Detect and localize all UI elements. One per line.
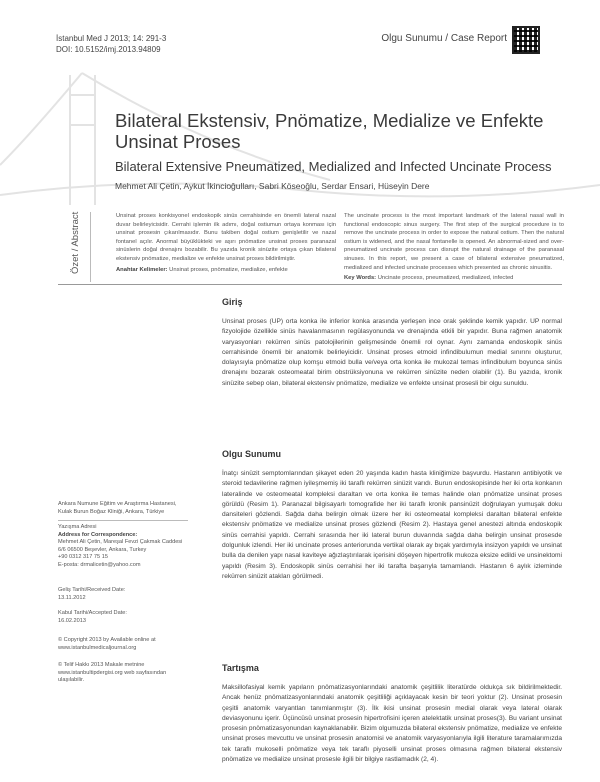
journal-citation: İstanbul Med J 2013; 14: 291-3 <box>56 34 167 43</box>
received-date: Geliş Tarihi/Received Date: 13.11.2012 <box>58 587 126 601</box>
copyright-tr: © Telif Hakkı 2013 Makale metnine www.istanbultipdergisi.org web sayfasından ulaşılabilir. <box>58 662 188 685</box>
correspondence: Yazışma Adresi Address for Correspondence: Mehmet Ali Çetin, Mareşal Fevzi Çakmak Caddesi 6/6 06500 Beşevler, Ankara, Turkey +90 0312 317 75 15 E-posta: drmalicetin@yahoo.com <box>58 524 188 570</box>
authors: Mehmet Ali Çetin, Aykut İkincioğulları, Sabri Köseoğlu, Serdar Ensari, Hüseyin Dere <box>115 181 430 191</box>
accepted-date: Kabul Tarihi/Accepted Date: 16.02.2013 <box>58 610 127 624</box>
article-title-tr: Bilateral Ekstensiv, Pnömatize, Medialize ve Enfekte Unsinat Proses <box>115 110 544 152</box>
sidebar-divider <box>58 520 188 521</box>
abstract-divider <box>90 212 91 282</box>
section-title-tartisma: Tartışma <box>222 663 259 673</box>
paragraph-olgu: İnatçı sinüzit semptomlarından şikayet eden 20 yaşında kadın hasta kliniğimize başvurdu. Hastanın antibiyotik ve steroid tedavilerine rağmen iyileşmemiş iki taraflı rekürren sinüzit varıdı. Burun endoskopisinde her iki orta konkanın lateralinde ve osteomeatal kompleksi daraltan ve orta konka ile temas halinde olan pnömatize unsinat proses görüldü (Resim 1). Paranazal bilgisayarlı tomografide her iki taraflı kronik pansinüzit doğrulayan yumuşak doku dansiteleri gözlendi. Sağda daha belirgin olmak üzere her iki osteomeatal kompleksi daraltan bilateral enfekte ekstensiv pnömatize ve medialize unsinat proses gözlendi (Resim 2). Hastaya genel anestezi altında endoskopik sinüs cerrahisi yapıldı. Cerrahi sırasında her iki lateral burun duvarında sağda daha belirgin unsinat prosesde dolgunluk izlendi. Her iki uncinate proses anteriorunda vertikal olarak ay bıçak yardımıyla insizyon yapıldı ve unsinat bulla da denilen yapı nasal kaviteye ağızlaştırılarak içerisini döşeyen hipertrofik mukoza eksize edildi ve unsinektomi yapıldı (Resim 3). Endoskopik sinüs cerrahisi her iki tarafta başarıyla tamamlandı. Hastanın 6 aylık izleminde rekürren sinüzit atakları görülmedi. <box>222 470 562 580</box>
section-divider <box>58 284 562 285</box>
article-category: Olgu Sunumu / Case Report <box>381 33 507 44</box>
journal-link-tr[interactable]: www.istanbultipdergisi.org web sayfasından <box>58 669 167 676</box>
doi: DOI: 10.5152/imj.2013.94809 <box>56 45 161 54</box>
copyright-en: © Copyright 2013 by Available online at www.istanbulmedicaljournal.org <box>58 637 188 652</box>
paragraph-giris: Unsinat proses (UP) orta konka ile inferior konka arasında yerleşen ince orak şeklinde kemik yapıdır. UP normal fizyolojide özellikle sinüs havalanmasının regülasyonunda ve drenajında etkili bir yapıdır. Buna rağmen anatomik varyasyonları rekürren sinüs patolojilerinin gelişmesinde önemli rol oynar. Aynı zamanda endoskopik sinüs cerrahisinde önemli bir anatomik belirleyicidir. Unsinat proses etmoid infindibulumun medial sınırını oluşturur, dolayısıyla pnömatize olup komşu etmoid bulla ve/veya orta konka ile mukozal temas infindibulum boyunca sinüs drenajını bozarak osteomeatal birim obstrüksiyonuna ve rekürren sinüzite neden olabilir (1). Bu yazıda, kronik sinüzite sebep olan, bilateral ekstensiv pnömatize, medialize ve enfekte unsinat prosesli bir olgu sunuldu. <box>222 318 562 387</box>
paragraph-tartisma: Maksillofasiyal kemik yapıların pnömatizasyonlarındaki anatomik çeşitlilik literatürde oldukça sık bildirilmektedir. Ancak henüz pnömatizasyonlarındaki anatomik çeşitliliği açıklayacak kesin bir teori yoktur (2). Unsinat prosesin çeşitli anatomik varyantları tanımlanmıştır (3). İlk ikisi unsinat prosesin medial olarak veya lateral olarak deviasyonunu içerir. Üçüncüsü unsinat prosesin hipertrofisini içeren atelektatik unsinat proses(3). Bu variant unsinat prosesin pnömatizasyonundan kaynaklanabilir. Bizim olgumuzda bilateral ekstensiv pnömatize, medialize ve enfekte unsinat proses mevcuttu ve unsinat prosesin anatomisi ve anatomik varyasyonlarıyla ilgili literature taramalarımızda tek taraflı mukoselli pnömatize veya tek taraflı piyoselli unsinat proses olmasına rağmen bilateral ekstensiv pnömatize ve medialize unsinat prosesle ilgili bir bilgiye rastlamadık (2, 4). <box>222 684 562 764</box>
journal-link[interactable]: www.istanbulmedicaljournal.org <box>58 644 137 651</box>
abstract-en: The uncinate process is the most important landmark of the lateral nasal wall in functional endoscopic sinus surgery. The first step of the surgical procedure is to remove the uncinate process in order to expose the natural ostium. Then the natural ostium is widened, and the nasal fontanelle is opened. An abnormal-sized and over-pneumatized uncinate process can disrupt the natural drainage of the paranasal sinuses. In this report, we present a case of bilateral extensive pneumatized, medialized and infected uncinate processes which presented as chronic sinusitis. Key Words: Uncinate process, pneumatized, medialized, infected <box>344 213 564 282</box>
affiliation: Ankara Numune Eğitim ve Araştırma Hastanesi, Kulak Burun Boğaz Kliniği, Ankara, Türkiye <box>58 501 177 515</box>
qr-code-icon <box>512 26 540 54</box>
article-title-en: Bilateral Extensive Pneumatized, Medialized and Infected Uncinate Process <box>115 159 552 174</box>
section-title-giris: Giriş <box>222 297 243 307</box>
abstract-tr: Unsinat proses konkisyonel endoskopik sinüs cerrahisinde en önemli lateral nazal duvar belirleyicisidir. Cerrahi işlemin ilk adımı, doğal ostiumun ortaya konması için unsinat prosesin çıkarılmasıdır. Bunu takiben doğal ostium genişletilir ve nazal fontanel açılır. Anormal büyüklükteki ve aşırı pnömatize unsinat proses paranazal sinüslerin doğal drenajını bozabilir. Bu yazıda kronik sinüzite ortaya çıkan bilateral ekstensiv pnömatize, medialize ve enfekte unsinat proses bildirilmiştir. Anahtar Kelimeler: Unsinat proses, pnömatize, medialize, enfekte <box>116 213 336 273</box>
email: E-posta: drmalicetin@yahoo.com <box>58 561 141 568</box>
journal-header <box>56 33 166 55</box>
abstract-label: Özet / Abstract <box>70 211 81 274</box>
section-title-olgu: Olgu Sunumu <box>222 449 281 459</box>
